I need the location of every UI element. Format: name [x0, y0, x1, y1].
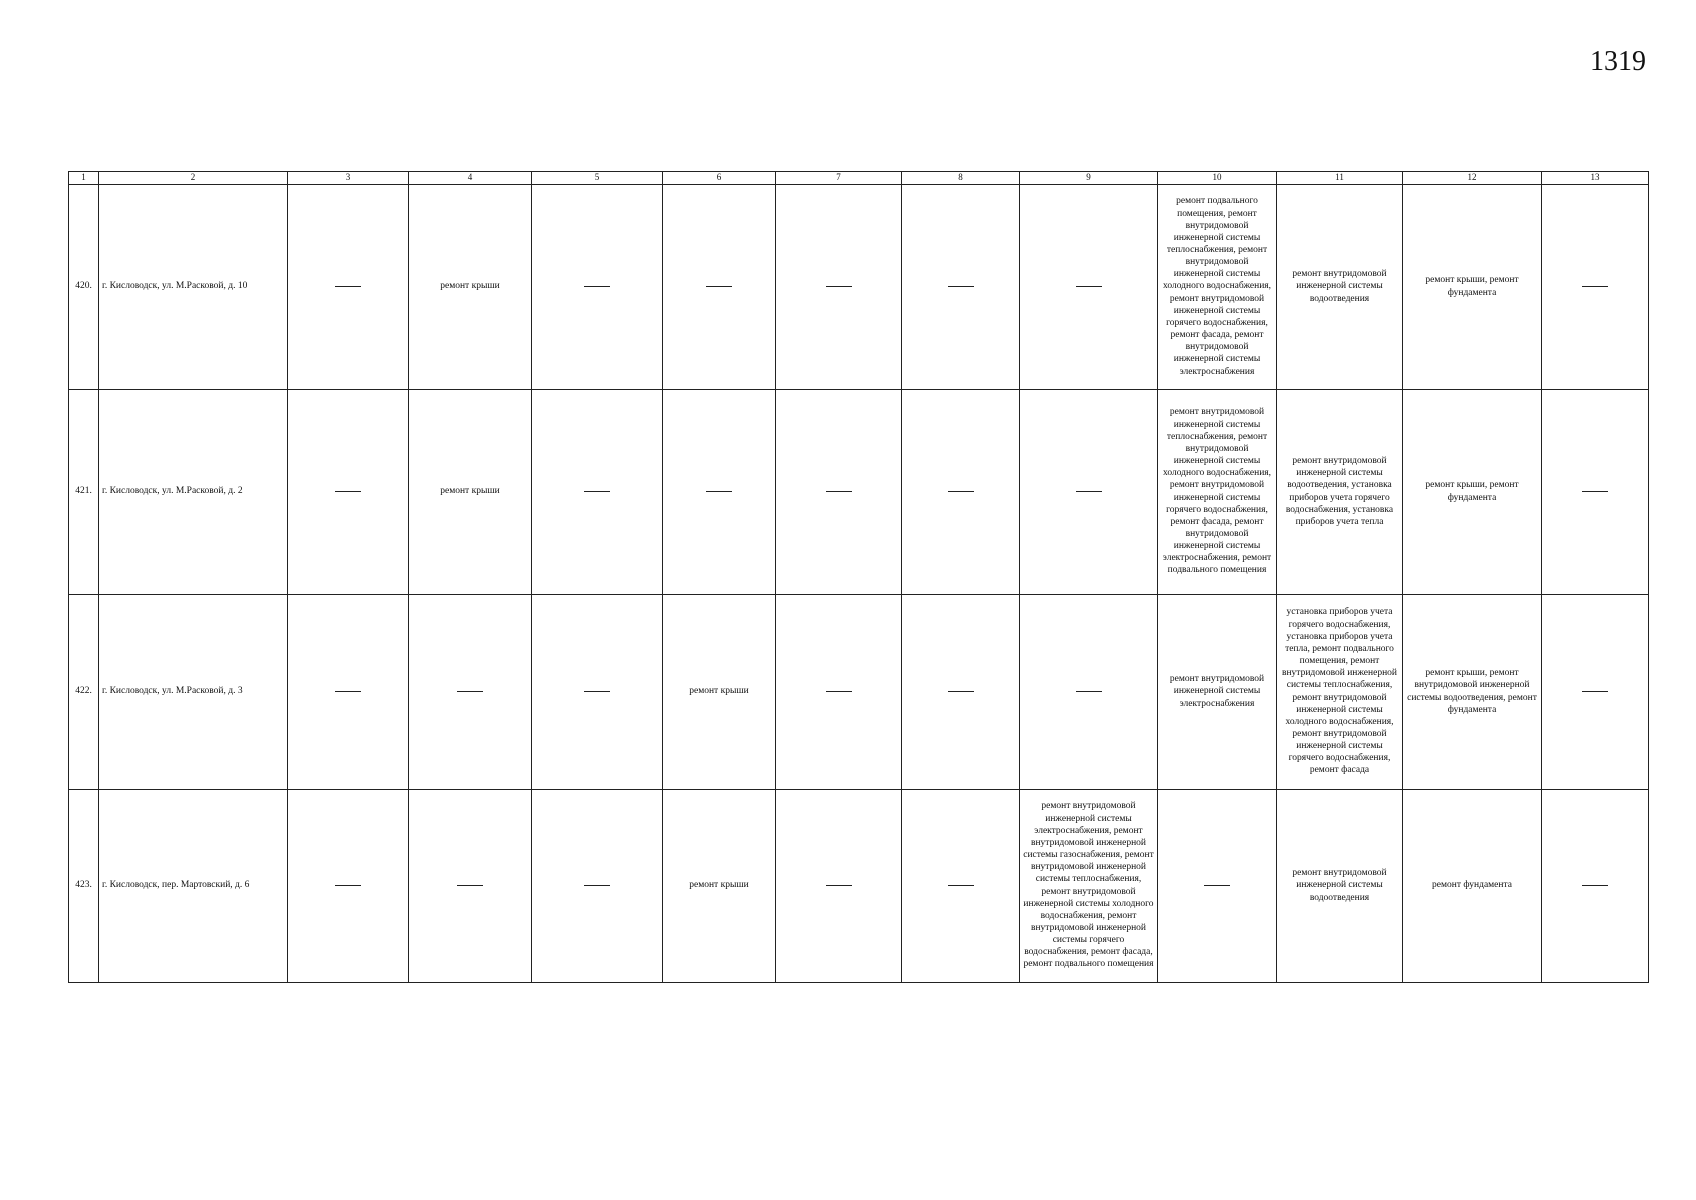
empty-cell [776, 594, 902, 789]
work-cell: установка приборов учета горячего водоснабжения, установка приборов учета тепла, ремонт подвального помещения, ремонт внутридомовой инженерной системы теплоснабжения, ремонт внутридомовой инженерной системы холодного водоснабжения, ремонт внутридомовой инженерной системы горячего водоснабжения, ремонт фасада [1277, 594, 1403, 789]
empty-cell [1542, 389, 1649, 594]
row-number: 423. [69, 789, 99, 982]
column-number: 2 [99, 172, 288, 185]
empty-cell [532, 184, 663, 389]
dash-mark [948, 885, 974, 886]
table-row [69, 789, 1649, 982]
dash-mark [826, 691, 852, 692]
work-cell: ремонт подвального помещения, ремонт внутридомовой инженерной системы теплоснабжения, ремонт внутридомовой инженерной системы холодного водоснабжения, ремонт внутридомовой инженерной системы горячего водоснабжения, ремонт фасада, ремонт внутридомовой инженерной системы электроснабжения [1158, 184, 1277, 389]
dash-mark [584, 691, 610, 692]
dash-mark [457, 691, 483, 692]
column-number: 4 [409, 172, 532, 185]
empty-cell [409, 789, 532, 982]
empty-cell [663, 389, 776, 594]
empty-cell [776, 789, 902, 982]
address-cell: г. Кисловодск, пер. Мартовский, д. 6 [99, 789, 288, 982]
dash-mark [706, 286, 732, 287]
dash-mark [948, 491, 974, 492]
column-number-row [69, 172, 1649, 185]
column-number: 11 [1277, 172, 1403, 185]
empty-cell [288, 594, 409, 789]
column-number: 9 [1020, 172, 1158, 185]
empty-cell [1542, 789, 1649, 982]
column-number: 10 [1158, 172, 1277, 185]
work-cell: ремонт крыши [663, 594, 776, 789]
column-number: 13 [1542, 172, 1649, 185]
empty-cell [1542, 184, 1649, 389]
work-cell: ремонт внутридомовой инженерной системы электроснабжения [1158, 594, 1277, 789]
column-number: 8 [902, 172, 1020, 185]
empty-cell [288, 184, 409, 389]
address-cell: г. Кисловодск, ул. М.Расковой, д. 10 [99, 184, 288, 389]
empty-cell [288, 389, 409, 594]
row-number: 420. [69, 184, 99, 389]
empty-cell [902, 389, 1020, 594]
empty-cell [532, 594, 663, 789]
empty-cell [902, 594, 1020, 789]
dash-mark [457, 885, 483, 886]
empty-cell [663, 184, 776, 389]
dash-mark [706, 491, 732, 492]
work-cell: ремонт фундамента [1403, 789, 1542, 982]
repair-schedule-table [68, 171, 1649, 983]
work-cell: ремонт крыши [409, 184, 532, 389]
empty-cell [1020, 389, 1158, 594]
empty-cell [902, 184, 1020, 389]
empty-cell [1020, 184, 1158, 389]
work-cell: ремонт крыши [409, 389, 532, 594]
row-number: 421. [69, 389, 99, 594]
column-number: 12 [1403, 172, 1542, 185]
dash-mark [1582, 491, 1608, 492]
column-number: 3 [288, 172, 409, 185]
column-number: 5 [532, 172, 663, 185]
dash-mark [584, 491, 610, 492]
dash-mark [584, 286, 610, 287]
work-cell: ремонт внутридомовой инженерной системы водоотведения [1277, 789, 1403, 982]
work-cell: ремонт внутридомовой инженерной системы электроснабжения, ремонт внутридомовой инженерной системы газоснабжения, ремонт внутридомовой инженерной системы теплоснабжения, ремонт внутридомовой инженерной системы холодного водоснабжения, ремонт внутридомовой инженерной системы горячего водоснабжения, ремонт фасада, ремонт подвального помещения [1020, 789, 1158, 982]
dash-mark [1582, 691, 1608, 692]
empty-cell [1020, 594, 1158, 789]
empty-cell [288, 789, 409, 982]
column-number: 1 [69, 172, 99, 185]
dash-mark [335, 691, 361, 692]
work-cell: ремонт внутридомовой инженерной системы водоотведения, установка приборов учета горячего водоснабжения, установка приборов учета тепла [1277, 389, 1403, 594]
dash-mark [1076, 491, 1102, 492]
dash-mark [826, 286, 852, 287]
column-number: 7 [776, 172, 902, 185]
work-cell: ремонт крыши, ремонт внутридомовой инженерной системы водоотведения, ремонт фундамента [1403, 594, 1542, 789]
empty-cell [776, 389, 902, 594]
dash-mark [335, 885, 361, 886]
empty-cell [532, 389, 663, 594]
table-row [69, 389, 1649, 594]
dash-mark [948, 691, 974, 692]
column-number: 6 [663, 172, 776, 185]
dash-mark [335, 286, 361, 287]
dash-mark [1076, 286, 1102, 287]
address-cell: г. Кисловодск, ул. М.Расковой, д. 3 [99, 594, 288, 789]
empty-cell [409, 594, 532, 789]
empty-cell [1158, 789, 1277, 982]
table-row [69, 184, 1649, 389]
empty-cell [532, 789, 663, 982]
dash-mark [1582, 286, 1608, 287]
dash-mark [826, 491, 852, 492]
row-number: 422. [69, 594, 99, 789]
work-cell: ремонт крыши, ремонт фундамента [1403, 389, 1542, 594]
dash-mark [1582, 885, 1608, 886]
work-cell: ремонт крыши, ремонт фундамента [1403, 184, 1542, 389]
dash-mark [1204, 885, 1230, 886]
dash-mark [1076, 691, 1102, 692]
address-cell: г. Кисловодск, ул. М.Расковой, д. 2 [99, 389, 288, 594]
dash-mark [948, 286, 974, 287]
empty-cell [1542, 594, 1649, 789]
work-cell: ремонт внутридомовой инженерной системы теплоснабжения, ремонт внутридомовой инженерной системы холодного водоснабжения, ремонт внутридомовой инженерной системы горячего водоснабжения, ремонт фасада, ремонт внутридомовой инженерной системы электроснабжения, ремонт подвального помещения [1158, 389, 1277, 594]
work-cell: ремонт крыши [663, 789, 776, 982]
dash-mark [335, 491, 361, 492]
table-row [69, 594, 1649, 789]
empty-cell [902, 789, 1020, 982]
work-cell: ремонт внутридомовой инженерной системы водоотведения [1277, 184, 1403, 389]
dash-mark [584, 885, 610, 886]
page-number: 1319 [1590, 46, 1646, 77]
empty-cell [776, 184, 902, 389]
dash-mark [826, 885, 852, 886]
